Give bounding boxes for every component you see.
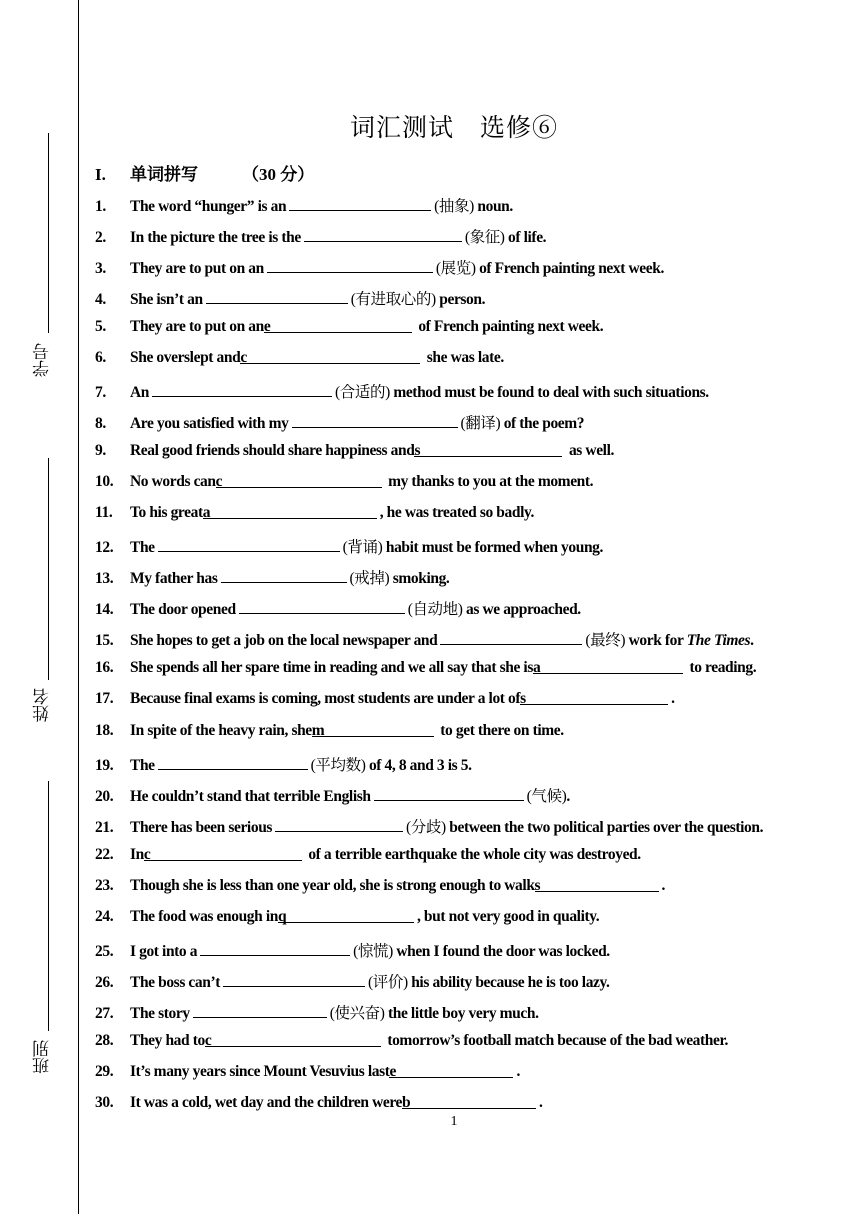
student-name-label: 姓名 [33,688,52,722]
question-text-after: of 4, 8 and 3 is 5. [365,756,472,774]
question-text-before: There has been serious [130,818,273,836]
chinese-hint: (评价) [368,973,408,991]
question-text-after: as we approached. [462,601,581,619]
answer-blank[interactable] [158,537,340,552]
question-number: 21. [95,818,114,836]
question-item [95,256,664,278]
question-number: 5. [95,318,106,336]
question-text-after: person. [435,291,486,309]
question-number: 9. [95,442,106,460]
question-text-before: She hopes to get a job on the local newspaper and [130,632,438,650]
question-item [95,194,513,216]
question-text-before: It was a cold, wet day and the children were [130,1093,403,1111]
question-number: 23. [95,876,114,894]
question-text-before: My father has [130,570,218,588]
answer-blank[interactable] [205,1032,381,1047]
chinese-hint: (象征) [464,229,505,247]
question-number: 18. [95,721,114,739]
first-letter-hint: e [263,318,271,336]
chinese-hint: (平均数) [310,756,366,774]
question-text-before: She isn’t an [130,291,203,309]
question-number: 13. [95,570,114,588]
question-number: 29. [95,1062,114,1080]
answer-blank[interactable] [304,227,462,242]
question-item [95,442,614,460]
student-name-line [48,458,49,680]
question-item [95,287,485,309]
chinese-hint: (翻译) [460,415,501,433]
chinese-hint: (使兴奋) [329,1004,385,1022]
question-item [95,753,472,775]
section-points: （30 分） [242,165,315,184]
question-text-after: as well. [565,442,614,460]
question-text-before: She spends all her spare time in reading and we all say that she is [130,659,533,677]
question-text-after: smoking. [389,570,450,588]
chinese-hint: (合适的) [335,384,390,402]
question-number: 14. [95,601,114,619]
first-letter-hint: a [202,504,211,522]
question-text-before: Though she is less than one year old, she is strong enough to walk [130,876,535,894]
question-number: 7. [95,384,106,402]
question-text-after: . [671,690,675,708]
question-item [95,225,546,247]
question-item [95,349,504,367]
question-item [95,380,709,402]
first-letter-hint: a [532,659,541,677]
question-text-before: The [130,756,155,774]
answer-blank[interactable] [275,817,403,832]
answer-blank[interactable] [535,877,659,892]
answer-blank[interactable] [202,504,377,522]
question-text-before: The boss can’t [130,973,220,991]
chinese-hint: (气候) [526,787,567,805]
question-number: 25. [95,942,114,960]
answer-blank[interactable] [152,382,332,397]
question-text-after: his ability because he is too lazy. [407,973,610,991]
question-item [95,690,675,708]
question-text-before: Are you satisfied with my [130,415,289,433]
question-text-after: my thanks to you at the moment. [384,473,594,491]
question-text-after: , he was treated so badly. [379,504,534,522]
question-item [95,939,610,961]
question-text-before: The story [130,1004,190,1022]
question-number: 24. [95,907,114,925]
question-item [95,411,584,433]
question-text-after: . [661,876,666,894]
page-title: 词汇测试 选修⑥ [349,115,558,142]
question-text-after: habit must be formed when young. [382,539,603,557]
page-number: 1 [450,1114,458,1129]
answer-blank[interactable] [402,1094,536,1109]
answer-blank[interactable] [200,941,350,956]
question-text-before: It’s many years since Mount Vesuvius last [130,1062,390,1080]
question-item [95,318,603,336]
question-text-after: between the two political parties over the question. [445,818,764,836]
first-letter-hint: s [414,442,421,460]
chinese-hint: (展览) [435,260,476,278]
first-letter-hint: c [143,845,151,863]
question-text-after: work for [625,632,687,650]
section-name: 单词拼写 [130,165,198,184]
chinese-hint: (背诵) [342,539,383,557]
question-number: 6. [95,349,106,367]
question-text-after: she was late. [423,349,504,367]
answer-blank[interactable] [221,568,347,583]
chinese-hint: (自动地) [407,601,463,619]
answer-blank[interactable] [223,972,365,987]
question-text-before: To his great [130,504,203,522]
question-item [95,1032,728,1050]
first-letter-hint: s [534,876,541,894]
question-number: 3. [95,260,106,278]
question-text-after: the little boy very much. [384,1004,539,1022]
first-letter-hint: m [311,721,325,739]
question-number: 16. [95,659,114,677]
question-text-before: They are to put on an [130,318,264,336]
question-item [95,597,581,619]
first-letter-hint: e [389,1062,396,1080]
italic-title: The Times [686,632,751,650]
question-item [95,970,610,992]
question-text-after: . [566,787,570,805]
question-item [95,566,449,588]
question-item [95,722,564,740]
question-item [95,846,641,864]
chinese-hint: (有进取心的) [350,291,436,309]
student-id-label: 学号 [33,343,52,377]
chinese-hint: (戒掉) [349,570,390,588]
answer-blank[interactable] [440,630,582,645]
question-text-before: They are to put on an [130,260,264,278]
question-item [95,877,665,895]
question-text-before: They had to [130,1031,205,1049]
question-number: 11. [95,504,113,522]
question-number: 17. [95,690,114,708]
class-label: 班别 [33,1040,52,1074]
question-text-before: The [130,539,155,557]
answer-blank[interactable] [215,473,382,491]
question-item [95,908,599,926]
binding-margin-rule [78,0,79,1214]
answer-blank[interactable] [263,318,412,336]
question-text-before: Real good friends should share happiness and [130,442,415,460]
question-number: 20. [95,787,114,805]
answer-blank[interactable] [278,908,414,923]
answer-blank[interactable] [414,442,562,460]
question-text-after: to get there on time. [436,721,564,739]
question-item [95,815,763,837]
question-text-after: of a terrible earthquake the whole city was destroyed. [304,845,641,863]
answer-blank[interactable] [389,1063,513,1078]
first-letter-hint: c [215,473,223,491]
question-item [95,659,756,677]
question-text-before: No words can [130,473,216,491]
answer-blank[interactable] [239,599,405,614]
answer-blank[interactable] [292,413,458,428]
answer-blank[interactable] [289,196,431,211]
question-number: 10. [95,473,114,491]
question-item [95,535,603,557]
question-text-after: , but not very good in quality. [416,907,600,925]
question-number: 2. [95,229,106,247]
question-text-after: method must be found to deal with such situations. [389,384,709,402]
question-number: 26. [95,973,114,991]
question-text-before: He couldn’t stand that terrible English [130,787,371,805]
answer-blank[interactable] [267,258,433,273]
question-item [95,628,754,650]
first-letter-hint: s [520,690,526,708]
question-number: 4. [95,291,106,309]
question-item [95,1063,520,1081]
question-number: 27. [95,1004,114,1022]
question-number: 15. [95,632,114,650]
answer-blank[interactable] [144,846,302,861]
answer-blank[interactable] [158,755,308,770]
first-letter-hint: c [204,1031,212,1049]
first-letter-hint: c [240,349,247,367]
question-text-before: An [130,384,150,402]
question-item [95,1094,543,1112]
question-text-after: noun. [473,198,513,215]
first-letter-hint: q [277,907,287,925]
question-item [95,1001,539,1023]
answer-blank[interactable] [206,289,348,304]
question-text-after: when I found the door was locked. [392,942,610,960]
class-line [48,781,49,1031]
question-text-after: of French painting next week. [414,318,604,336]
answer-blank[interactable] [312,722,434,737]
question-number: 12. [95,539,114,557]
question-text-before: The food was enough in [130,907,278,925]
question-item [95,473,593,491]
chinese-hint: (抽象) [434,198,474,215]
question-text-before: In the picture the tree is the [130,229,301,247]
question-number: 22. [95,845,114,863]
answer-blank[interactable] [240,349,420,367]
question-text-before: Because final exams is coming, most students are under a lot of [130,690,521,708]
question-text-before: I got into a [130,942,198,960]
chinese-hint: (分歧) [406,818,446,836]
section-heading [95,160,314,185]
question-item [95,504,534,522]
question-text-before: In spite of the heavy rain, she [130,721,312,739]
student-id-line [48,133,49,333]
question-text-after: of French painting next week. [475,260,664,278]
question-number: 30. [95,1093,114,1111]
question-text-after: of life. [504,229,547,247]
answer-blank[interactable] [532,659,683,677]
question-text-before: The word “hunger” is an [130,198,287,215]
question-text-after: . [539,1093,543,1111]
first-letter-hint: b [402,1093,411,1111]
question-text-end: . [750,632,754,650]
question-text-after: tomorrow’s football match because of the bad weather. [383,1031,729,1049]
question-number: 8. [95,415,106,433]
question-text-before: The door opened [130,601,236,619]
question-item [95,784,570,806]
question-text-before: In [130,845,144,863]
answer-blank[interactable] [374,786,524,801]
question-number: 28. [95,1031,114,1049]
question-number: 1. [95,198,106,215]
question-text-after: to reading. [685,659,757,677]
answer-blank[interactable] [520,690,668,708]
question-text-before: She overslept and [130,349,241,367]
chinese-hint: (最终) [585,632,626,650]
question-number: 19. [95,756,114,774]
question-text-after: of the poem? [500,415,585,433]
chinese-hint: (惊慌) [353,942,393,960]
answer-blank[interactable] [193,1003,327,1018]
question-text-after: . [516,1062,520,1080]
section-number: I. [95,165,106,184]
